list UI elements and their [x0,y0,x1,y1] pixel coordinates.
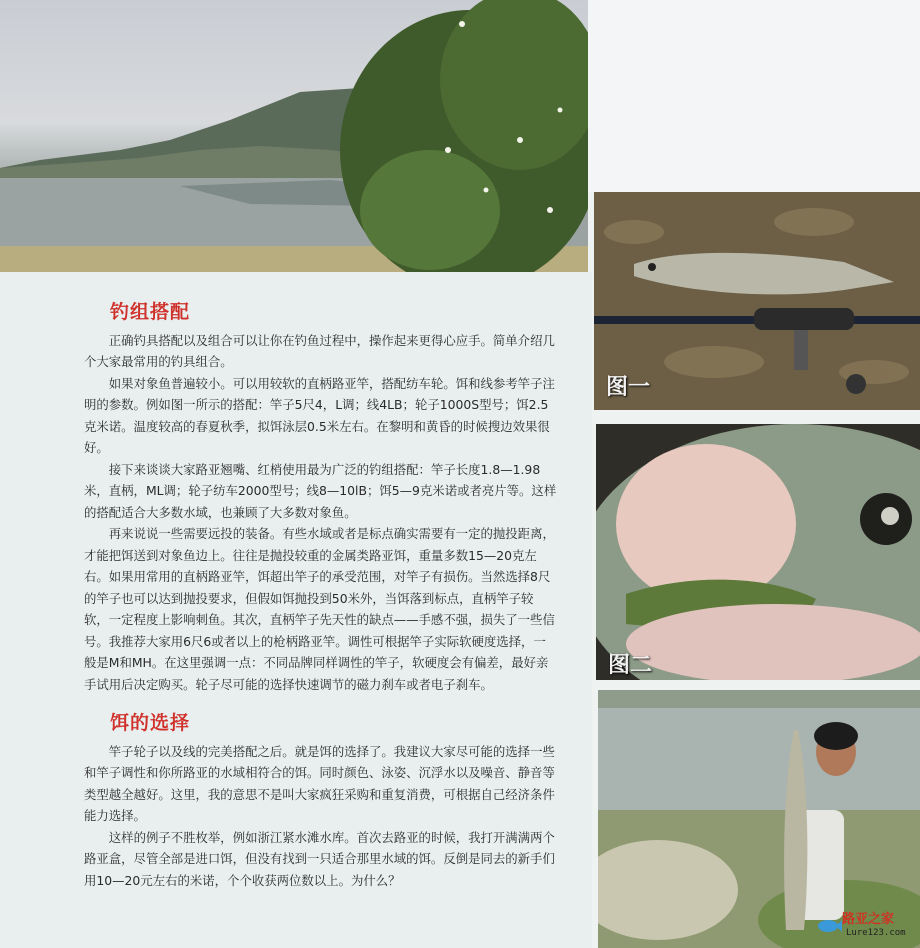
lake-mountain-photo [0,0,588,272]
article-body [0,272,592,948]
logo-url: Lure123.com [846,928,906,938]
paragraph: 再来说说一些需要远投的装备。有些水域或者是标点确实需要有一定的抛投距离，才能把饵送到对象鱼边上。往往是抛投较重的金属类路亚饵，重量多数15—20克左右。如果用常用的直柄路亚竿，饵超出竿子的承受范围，对竿子有损伤。当然选择8尺的竿子也可以达到抛投要求，但假如饵抛投到50米外，当饵落到标点，直柄竿子较软，一定程度上影响刺鱼。其次，直柄竿子先天性的缺点——手感不强，损失了一些信号。我推荐大家用6尺6或者以上的枪柄路亚竿。调性可根据竿子实际软硬度选择，一般是M和MH。在这里强调一点：不同品牌同样调性的竿子，软硬度会有偏差，最好亲手试用后决定购买。轮子尽可能的选择快速调节的磁力刹车或者电子刹车。 [84,526,555,692]
logo-name: 路亚之家 [842,912,895,927]
figure-1-caption: 图一 [606,375,651,400]
figure-3-photo [598,690,920,948]
paragraph: 竿子轮子以及线的完美搭配之后。就是饵的选择了。我建议大家尽可能的选择一些和竿子调性和你所路亚的水域相符合的饵。同时颜色、泳姿、沉浮水以及噪音、静音等类型越全越好。这里，我的意思不是叫大家疯狂采购和重复消费，可根据自己经济条件能力选择。 [84,743,555,823]
blank-panel [588,0,920,192]
site-logo [816,906,916,944]
paragraph: 接下来谈谈大家路亚翘嘴、红梢使用最为广泛的钓组搭配：竿子长度1.8—1.98米，直柄，ML调；轮子纺车2000型号；线8—10lB；饵5—9克米诺或者亮片等。这样的搭配适合大多数水域，也兼顾了大多数对象鱼。 [84,461,557,520]
fish-icon [816,910,842,940]
section-heading-rig: 钓组搭配 [110,301,191,323]
figure-2-photo [596,424,920,680]
section-heading-bait: 饵的选择 [110,712,191,734]
figure-2-caption: 图二 [608,653,653,678]
figure-1-photo [594,192,920,410]
paragraph: 这样的例子不胜枚举，例如浙江紧水滩水库。首次去路亚的时候，我打开满满两个路亚盒，尽管全部是进口饵，但没有找到一只适合那里水域的饵。反倒是同去的新手们用10—20元左右的米诺，个个收获两位数以上。为什么？ [84,829,555,888]
paragraph: 如果对象鱼普遍较小。可以用较软的直柄路亚竿，搭配纺车轮。饵和线参考竿子注明的参数。例如图一所示的搭配：竿子5尺4，L调；线4LB；轮子1000S型号；饵2.5克米诺。温度较高的春夏秋季，拟饵泳层0.5米左右。在黎明和黄昏的时候搜边效果很好。 [84,375,555,455]
paragraph: 正确钓具搭配以及组合可以让你在钓鱼过程中，操作起来更得心应手。简单介绍几个大家最常用的钓具组合。 [84,332,555,369]
